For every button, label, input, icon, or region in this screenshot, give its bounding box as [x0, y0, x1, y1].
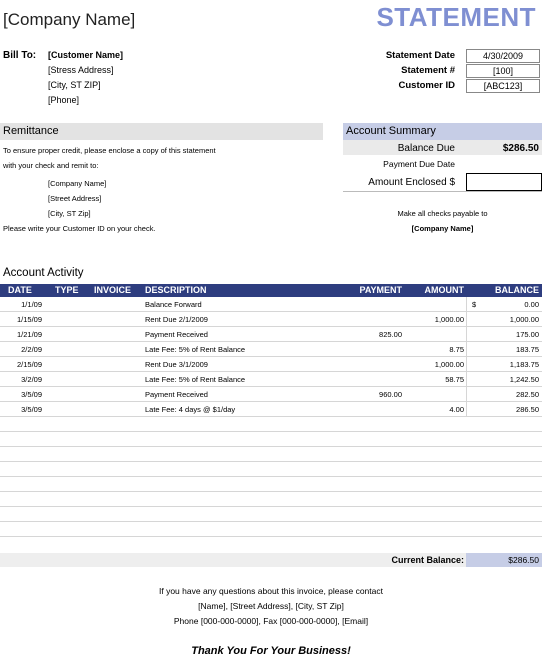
current-balance-value: $286.50: [466, 553, 542, 567]
row-description: Late Fee: 5% of Rent Balance: [145, 375, 246, 384]
statement-number-label: Statement #: [401, 65, 455, 76]
row-balance-symbol: $: [472, 300, 477, 309]
payable-text: Make all checks payable to: [397, 209, 488, 218]
row-balance: 1,183.75: [509, 360, 539, 369]
row-amount: 1,000.00: [434, 315, 464, 324]
remittance-text-1: To ensure proper credit, please enclose a copy of this statement: [3, 146, 216, 155]
row-description: Rent Due 2/1/2009: [145, 315, 208, 324]
row-balance: 1,000.00: [509, 315, 539, 324]
customer-name: [Customer Name]: [48, 50, 124, 60]
remittance-note: Please write your Customer ID on your check.: [3, 224, 156, 233]
statement-title: STATEMENT: [376, 2, 536, 32]
amount-enclosed-input[interactable]: [466, 173, 542, 191]
col-invoice: INVOICE: [94, 285, 132, 295]
current-balance-label: Current Balance:: [391, 555, 464, 565]
table-row: [0, 312, 542, 327]
customer-phone: [Phone]: [48, 95, 80, 105]
row-date: 1/1/09: [21, 300, 42, 309]
bill-to-label: Bill To:: [3, 50, 37, 61]
balance-due-label: Balance Due: [397, 143, 455, 154]
row-description: Payment Received: [145, 390, 208, 399]
remittance-header: Remittance: [0, 123, 323, 140]
payable-company: [Company Name]: [411, 224, 474, 233]
row-description: Rent Due 3/1/2009: [145, 360, 208, 369]
balance-due-value: $286.50: [502, 143, 539, 154]
row-balance: 286.50: [516, 405, 539, 414]
statement-number-value: [100]: [466, 64, 540, 78]
row-payment: 960.00: [379, 390, 402, 399]
footer-address-line: [Name], [Street Address], [City, ST Zip]: [198, 601, 344, 611]
row-date: 1/15/09: [16, 315, 42, 324]
row-date: 3/5/09: [21, 390, 42, 399]
row-amount: 8.75: [449, 345, 464, 354]
row-payment: 825.00: [379, 330, 402, 339]
customer-address: [Stress Address]: [48, 65, 114, 75]
empty-row: [0, 417, 542, 432]
empty-row: [0, 462, 542, 477]
footer-contact-line: If you have any questions about this invoice, please contact: [159, 586, 383, 596]
row-description: Payment Received: [145, 330, 208, 339]
row-date: 3/2/09: [21, 375, 42, 384]
statement-date-label: Statement Date: [385, 50, 455, 61]
row-amount: 1,000.00: [434, 360, 464, 369]
row-date: 3/5/09: [21, 405, 42, 414]
empty-row: [0, 432, 542, 447]
row-date: 1/21/09: [16, 330, 42, 339]
row-date: 2/15/09: [16, 360, 42, 369]
table-row: [0, 402, 542, 417]
row-balance: 1,242.50: [509, 375, 539, 384]
company-name: [Company Name]: [3, 10, 136, 29]
col-payment: PAYMENT: [359, 285, 402, 295]
row-description: Late Fee: 5% of Rent Balance: [145, 345, 246, 354]
row-balance: 175.00: [516, 330, 539, 339]
remittance-text-2: with your check and remit to:: [3, 161, 99, 170]
summary-divider: [343, 191, 542, 192]
activity-rows: [0, 297, 542, 537]
table-row: [0, 342, 542, 357]
row-amount: 4.00: [449, 405, 464, 414]
remit-street: [Street Address]: [48, 194, 102, 203]
table-row: [0, 327, 542, 342]
empty-row: [0, 477, 542, 492]
empty-row: [0, 492, 542, 507]
thank-you-message: Thank You For Your Business!: [191, 645, 351, 657]
row-balance: 183.75: [516, 345, 539, 354]
activity-table-header: [0, 284, 542, 297]
col-type: TYPE: [55, 285, 79, 295]
customer-id-value: [ABC123]: [466, 79, 540, 93]
table-row: [0, 357, 542, 372]
account-activity-title: Account Activity: [3, 267, 84, 279]
empty-row: [0, 507, 542, 522]
empty-row: [0, 447, 542, 462]
account-summary-header: Account Summary: [343, 123, 542, 140]
row-description: Balance Forward: [145, 300, 202, 309]
customer-id-label: Customer ID: [398, 80, 455, 91]
col-date: DATE: [8, 285, 32, 295]
row-date: 2/2/09: [21, 345, 42, 354]
row-description: Late Fee: 4 days @ $1/day: [145, 405, 236, 414]
col-amount: AMOUNT: [424, 285, 464, 295]
amount-enclosed-label: Amount Enclosed $: [368, 177, 455, 188]
col-description: DESCRIPTION: [145, 285, 207, 295]
row-balance: 282.50: [516, 390, 539, 399]
table-row: [0, 372, 542, 387]
row-balance: 0.00: [524, 300, 539, 309]
empty-row: [0, 522, 542, 537]
customer-city: [City, ST ZIP]: [48, 80, 101, 90]
statement-date-value: 4/30/2009: [466, 49, 540, 63]
payment-due-label: Payment Due Date: [383, 159, 455, 169]
remit-city: [City, ST Zip]: [48, 209, 91, 218]
col-balance: BALANCE: [495, 285, 539, 295]
row-amount: 58.75: [445, 375, 464, 384]
table-row: [0, 297, 542, 312]
remit-company: [Company Name]: [48, 179, 107, 188]
footer-phone-line: Phone [000-000-0000], Fax [000-000-0000], [Email]: [173, 616, 369, 626]
table-row: [0, 387, 542, 402]
